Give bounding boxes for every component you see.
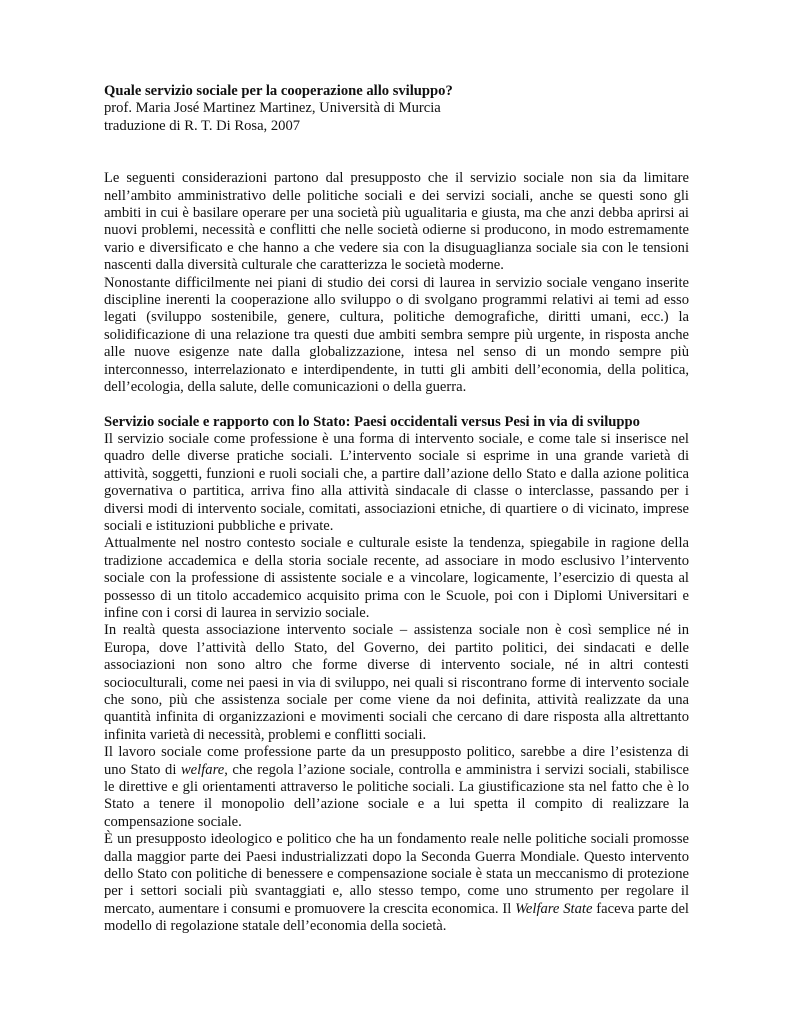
document-translation-credit: traduzione di R. T. Di Rosa, 2007 bbox=[104, 117, 301, 134]
intro-paragraph-2: Nonostante difficilmente nei piani di studio dei corsi di laurea in servizio sociale vengano inserite discipline inerenti la cooperazione allo sviluppo o di svolgano programmi relativi ai temi ad esso legati (sviluppo sostenibile, genere, cultura, politiche demografiche, diritti umani, ecc.) la solidificazione di una relazione tra questi due ambiti sembra sempre più urgente, in risposta anche alle nuove esigenze nate dalla globalizzazione, intesa nel senso di un mondo sempre più interconnesso, interrelazionato e interdipendente, in tutti gli ambiti dell’economia, della politica, dell’ecologia, della salute, delle comunicazioni o della guerra. bbox=[104, 274, 689, 396]
section-paragraph-4 bbox=[104, 744, 689, 831]
section-heading: Servizio sociale e rapporto con lo Stato: Paesi occidentali versus Pesi in via di sviluppo bbox=[104, 413, 640, 430]
section-paragraph-3: In realtà questa associazione intervento sociale – assistenza sociale non è così semplice né in Europa, dove l’attività dello Stato, del Governo, dei partito politici, dei sindacati e delle associazioni non sono altro che forme diverse di intervento sociale, né in altri contesti socioculturali, come nei paesi in via di sviluppo, nei quali si riscontrano forme di intervento sociale che sono, più che assistenza sociale per come viene da noi definita, attività realizzate da una quantità infinita di organizzazioni e movimenti sociali che cercano di dare risposta alla altrettanto infinita varietà di necessità, problemi e conflitti sociali. bbox=[104, 622, 689, 743]
welfare-state-italic-term: Welfare State bbox=[515, 900, 593, 917]
welfare-italic-term: welfare bbox=[180, 761, 225, 778]
intro-paragraph-1: Le seguenti considerazioni partono dal presupposto che il servizio sociale non sia da limitare nell’ambito amministrativo delle politiche sociali e dei servizi sociali, anche se questi sono gli ambiti in cui è basilare operare per una società più ugualitaria e giusta, ma che anzi debba aprirsi ai nuovi problemi, necessità e conflitti che nelle società odierne si producono, in modo estremamente vario e diversificato e che hanno a che vedere sia con la disuguaglianza sociale sia con le tensioni nascenti dalla diversità culturale che caratterizza le società moderne. bbox=[104, 170, 689, 274]
paragraph-5-text-end: faceva parte del modello di regolazione statale dell’economia della società. bbox=[104, 900, 689, 935]
paragraph-4-text-end: , che regola l’azione sociale, controlla e amministra i servizi sociali, stabilisce le direttive e gli orientamenti attraverso le politiche sociali. La giustificazione sta nel fatto che è lo Stato a tenere il monopolio dell’azione sociale e a lui spetta il compito di realizzare la compensazione sociale. bbox=[104, 761, 689, 830]
section-body bbox=[104, 431, 689, 936]
document-title: Quale servizio sociale per la cooperazione allo sviluppo? bbox=[104, 83, 453, 99]
section-paragraph-1: Il servizio sociale come professione è una forma di intervento sociale, e come tale si inserisce nel quadro delle diverse pratiche sociali. L’intervento sociale si esprime in una grande varietà di attività, soggetti, funzioni e ruoli sociali che, a partire dall’azione dello Stato e dalla azione politica governativa o partitica, arriva fino alla attività sindacale di classe o interclasse, passando per i diversi modi di intervento sociale, comitati, associazioni etniche, di quartiere o di vicinato, imprese sociali e istituzioni pubbliche e private. bbox=[104, 430, 689, 534]
intro-section bbox=[104, 170, 689, 396]
document-author: prof. Maria José Martinez Martinez, Università di Murcia bbox=[104, 100, 441, 117]
paragraph-5-text-start: È un presupposto ideologico e politico che ha un fondamento reale nelle politiche sociali promosse dalla maggior parte dei Paesi industrializzati dopo la Seconda Guerra Mondiale. Questo intervento dello Stato con politiche di benessere e compensazione sociale è stata un meccanismo di protezione per i settori sociali più svantaggiati e, allo stesso tempo, come uno strumento per regolare il mercato, aumentare i consumi e promuovere la crescita economica. Il bbox=[104, 831, 689, 917]
document-header bbox=[104, 83, 689, 135]
document-page bbox=[104, 83, 689, 936]
paragraph-4-text-start: Il lavoro sociale come professione parte da un presupposto politico, sarebbe a dire l’esistenza di uno Stato di bbox=[104, 744, 689, 778]
section-paragraph-5 bbox=[104, 831, 689, 935]
section-paragraph-2: Attualmente nel nostro contesto sociale e culturale esiste la tendenza, spiegabile in ragione della tradizione accademica e della storia sociale recente, ad associare in modo esclusivo l’intervento sociale con la professione di assistente sociale e a vincolare, logicamente, l’esercizio di questa al possesso di un titolo accademico acquisito prima con le Scuole, poi con i Diplomi Universitari e infine con i corsi di laurea in servizio sociale. bbox=[104, 535, 689, 621]
